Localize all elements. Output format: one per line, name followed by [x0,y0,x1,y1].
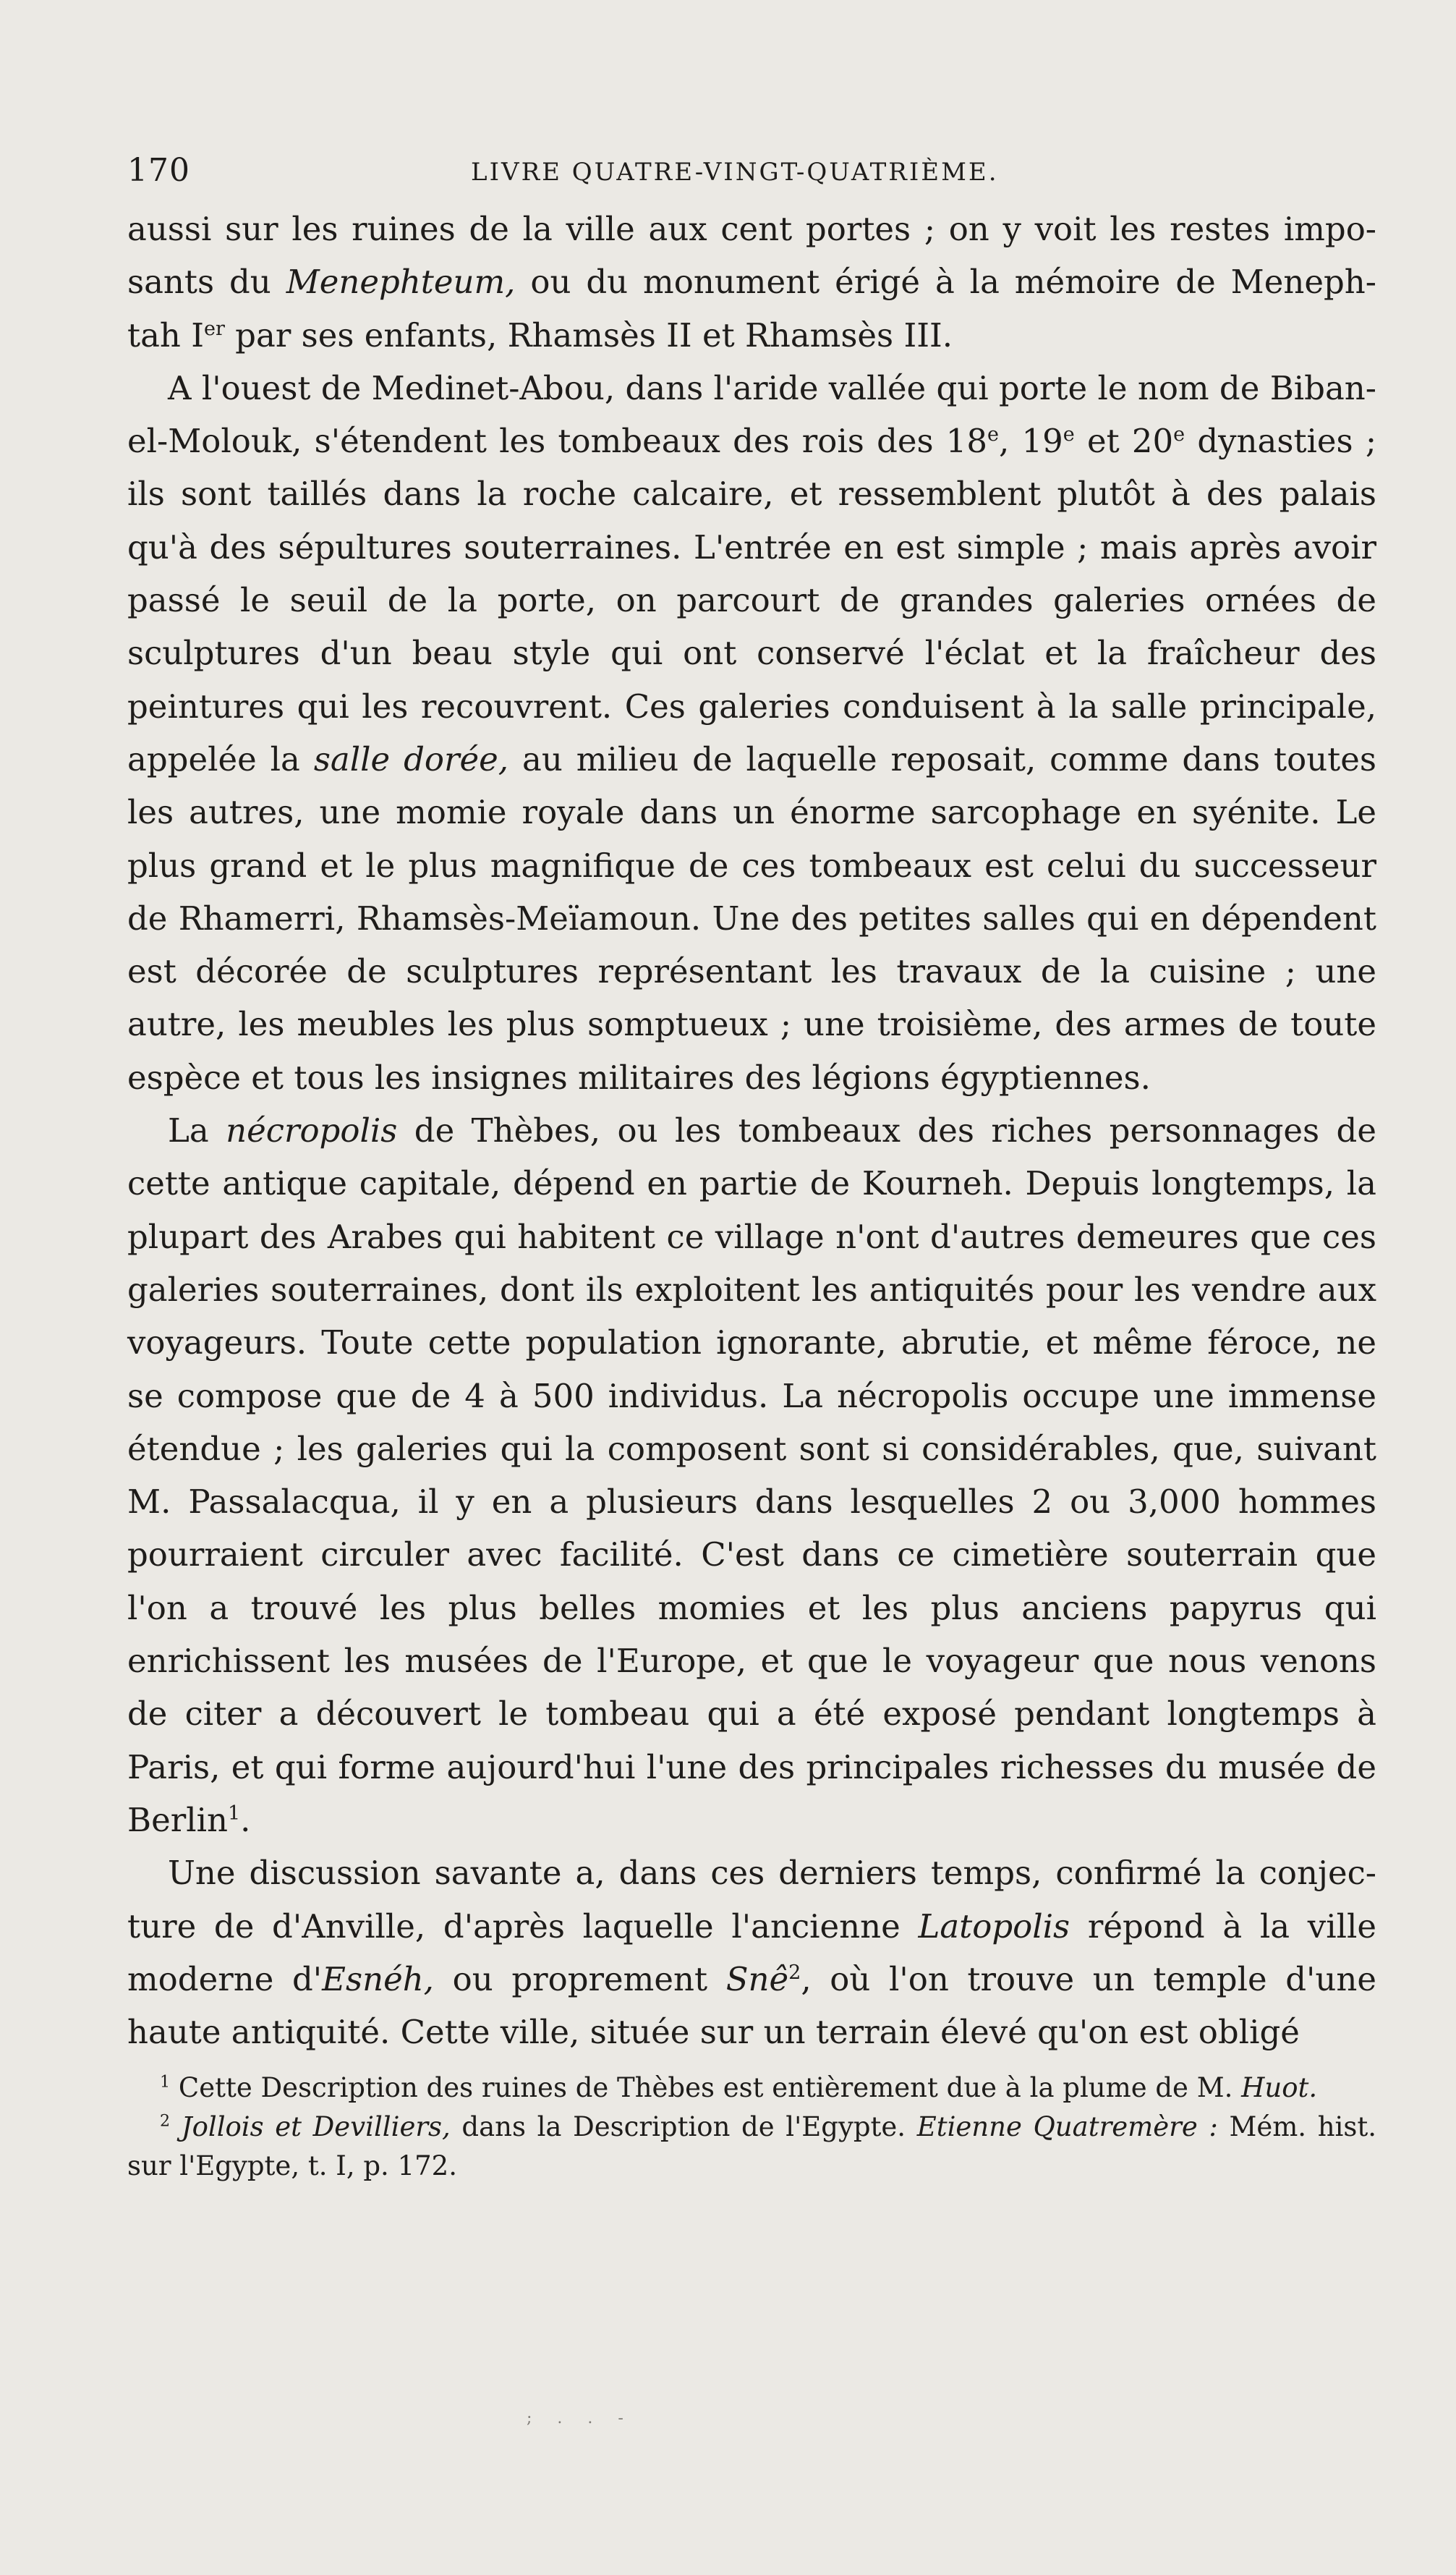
italic-run: Jollois et Devilliers, [170,2111,451,2143]
footnote-mark: 2 [160,2112,171,2131]
print-specks: ; . . - [527,2409,634,2427]
running-title: LIVRE QUATRE-VINGT-QUATRIÈME. [471,158,999,187]
text-run: ou du monument érigé à la mémoire de Meneph-tah I [127,263,1376,355]
italic-run: Huot. [1241,2072,1318,2104]
paragraph-2 [127,362,1376,1104]
footnotes [127,2069,1376,2186]
text-run: Une discussion savante a, dans ces derniers temps, confirmé la conjec-ture de d'Anville, d'après laquelle l'ancienne [127,1854,1376,1946]
text-run: et 20 [1074,422,1174,461]
italic-run: Esnéh, [322,1959,434,1998]
italic-run: Snê [725,1959,789,1998]
text-run: La [168,1111,226,1150]
running-head [127,152,1376,203]
footnote-mark: 1 [160,2073,171,2092]
italic-run: Menephteum, [286,263,516,302]
superscript: er [203,317,225,340]
footnote-1 [127,2069,1376,2108]
italic-run: Etienne Quatremère : [916,2111,1218,2143]
text-run: Cette Description des ruines de Thèbes est entièrement due à la plume de M. [170,2072,1242,2104]
text-run: au milieu de laquelle reposait, comme dans toutes les autres, une momie royale dans un énorme sarcophage en syénite. Le plus grand et le plus magnifique de ces tombeaux est celui du successeur de Rhamerri, Rhamsès-Meïamoun. Une des petites salles qui en dépendent est décorée de sculptures représentant les travaux de la cuisine ; une autre, les meubles les plus somptueux ; une troisième, des armes de toute espèce et tous les insignes militaires des légions égyptiennes. [127,739,1376,1097]
paragraph-4 [127,1846,1376,2058]
text-run: A l'ouest de Medinet-Abou, dans l'aride vallée qui porte le nom de Biban-el-Molouk, s'étendent les tombeaux des rois des 18 [127,368,1376,461]
text-run: . [240,1800,251,1839]
italic-run: salle dorée, [313,739,509,779]
text-run: dynasties ; ils sont taillés dans la roche calcaire, et ressemblent plutôt à des palais qu'à des sépultures souterraines. L'entrée en est simple ; mais après avoir passé le seuil de la porte, on parcourt de grandes galeries ornées de sculptures d'un beau style qui ont conservé l'éclat et la fraîcheur des peintures qui les recouvrent. Ces galeries conduisent à la salle principale, appelée la [127,422,1376,779]
text-run: répond à la ville moderne d' [127,1906,1377,1998]
text-run: par ses enfants, Rhamsès II et Rhamsès III. [224,315,953,355]
footnote-ref: 1 [227,1802,241,1825]
paragraph-1 [127,203,1376,362]
text-run: de Thèbes, ou les tombeaux des riches personnages de cette antique capitale, dépend en partie de Kourneh. Depuis longtemps, la plupart des Arabes qui habitent ce village n'ont d'autres demeures que ces galeries souterraines, dont ils exploitent les antiquités pour les vendre aux voyageurs. Toute cette population ignorante, abrutie, et même féroce, ne se compose que de 4 à 500 individus. La nécropolis occupe une immense étendue ; les galeries qui la composent sont si considérables, que, suivant M. Passalacqua, il y en a plusieurs dans lesquelles 2 ou 3,000 hommes pourraient circuler avec facilité. C'est dans ce cimetière souterrain que l'on a trouvé les plus belles momies et les plus anciens papyrus qui enrichissent les musées de l'Europe, et que le voyageur que nous venons de citer a découvert le tombeau qui a été exposé pendant longtemps à Paris, et qui forme aujourd'hui l'une des principales richesses du musée de Berlin [127,1111,1376,1839]
italic-run: Latopolis [918,1906,1070,1946]
footnote-ref: 2 [788,1961,801,1984]
text-run: Mém. hist. sur l'Egypte, t. I, p. 172. [127,2111,1376,2182]
text-run: dans la Description de l'Egypte. [450,2111,917,2143]
superscript: e [987,423,1000,446]
paragraph-3 [127,1104,1376,1846]
superscript: e [1063,423,1075,446]
text-run: , où l'on trouve un temple d'une haute antiquité. Cette ville, située sur un terrain élevé qu'on est obligé [127,1959,1376,2052]
text-run: ou proprement [433,1959,726,1998]
text-run: , 19 [999,422,1063,461]
footnote-2 [127,2108,1376,2186]
page-number: 170 [127,152,190,189]
text-run: aussi sur les ruines de la ville aux cent portes ; on y voit les restes impo-sants du [127,210,1376,302]
superscript: e [1173,423,1185,446]
italic-run: nécropolis [226,1111,398,1150]
body-text [127,203,1376,2058]
